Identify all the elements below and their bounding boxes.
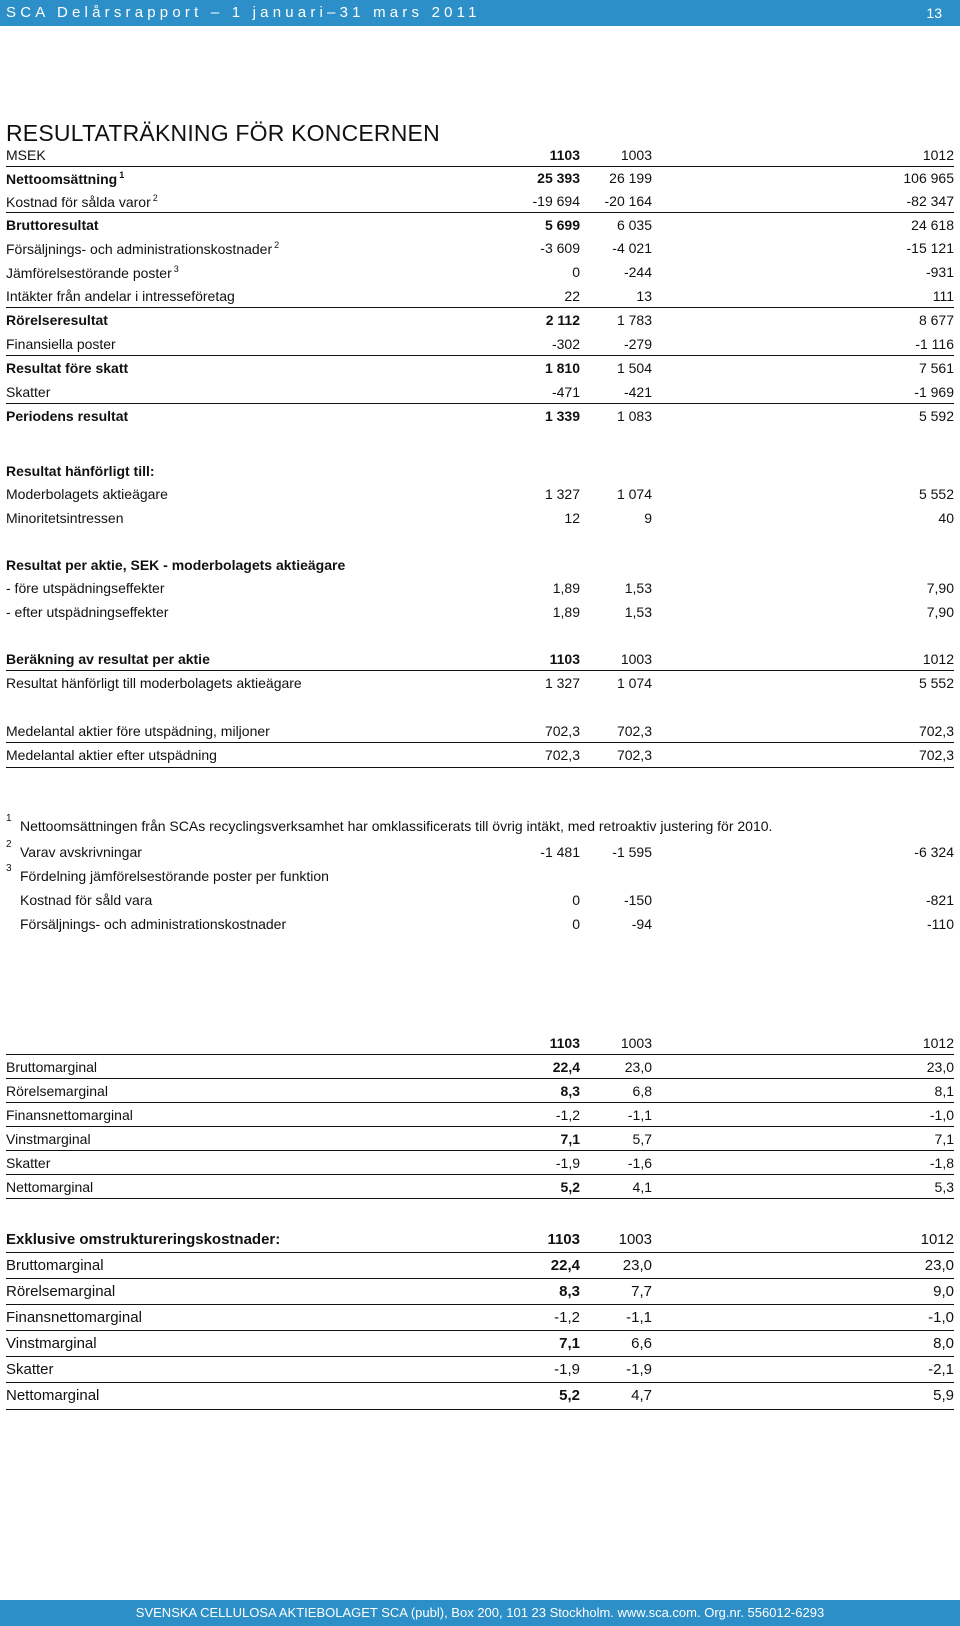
col-1012: 1012: [922, 147, 954, 163]
value-1012: 8 677: [918, 312, 954, 328]
row-label: Skatter: [6, 1361, 54, 1378]
value-1003: -4 021: [612, 240, 652, 256]
value-1103: 702,3: [544, 747, 580, 763]
footnote-ref: 3: [173, 264, 179, 274]
value-1103: 5,2: [560, 1179, 580, 1195]
footnote-2: [6, 841, 954, 864]
divider: [6, 1078, 954, 1079]
value-1012: -1,0: [928, 1309, 954, 1326]
divider: [6, 1304, 954, 1305]
page-header: [0, 0, 960, 26]
row-label: Intäkter från andelar i intresseföretag: [6, 288, 235, 304]
table-row: [6, 309, 954, 332]
value-1012: 8,0: [933, 1335, 954, 1352]
value-1003: 1 074: [616, 675, 652, 691]
table-header-row: [6, 144, 954, 167]
value-1103: -1,2: [554, 1309, 580, 1326]
divider: [6, 355, 954, 356]
value-1003: 1 504: [616, 360, 652, 376]
row-label: Försäljnings- och administrationskostnader: [6, 241, 273, 257]
divider: [6, 1198, 954, 1199]
row-label: Nettomarginal: [6, 1179, 94, 1195]
value-1103: 8,3: [560, 1083, 580, 1099]
value-1012: -15 121: [906, 240, 954, 256]
row-label: Rörelsemarginal: [6, 1083, 108, 1099]
value-1012: 23,0: [926, 1059, 954, 1075]
table-row: [6, 1152, 954, 1175]
attributable-heading: Resultat hänförligt till:: [6, 463, 155, 479]
table-header-row: [6, 1032, 954, 1055]
table-row: [6, 381, 954, 404]
row-label: Moderbolagets aktieägare: [6, 486, 168, 502]
table-header-row: [6, 648, 954, 671]
divider: [6, 1150, 954, 1151]
divider: [6, 1054, 954, 1055]
col-1103: 1103: [547, 1231, 580, 1248]
row-label: Periodens resultat: [6, 408, 129, 424]
divider: [6, 767, 954, 768]
col-1103: 1103: [549, 147, 580, 163]
value-1003: 702,3: [616, 747, 652, 763]
footnote-number: 2: [6, 839, 12, 850]
value-1103: 22,4: [550, 1257, 580, 1274]
table-row: [6, 483, 954, 506]
row-label: Nettomarginal: [6, 1387, 100, 1404]
value-1003: 4,7: [631, 1387, 652, 1404]
section-heading: [6, 554, 954, 577]
table-row: [6, 1080, 954, 1103]
eps-heading: Resultat per aktie, SEK - moderbolagets aktieägare: [6, 557, 346, 573]
value-1103: 12: [564, 510, 580, 526]
table-row: [6, 405, 954, 428]
col-1103: 1103: [549, 1035, 580, 1051]
divider: [6, 742, 954, 743]
row-label: Kostnad för såld vara: [20, 892, 153, 908]
value-1012: 7,1: [934, 1131, 954, 1147]
table-row: [6, 744, 954, 767]
value-1003: 1,53: [624, 604, 652, 620]
header-label: Exklusive omstruktureringskostnader:: [6, 1231, 281, 1248]
divider: [6, 1174, 954, 1175]
value-1103: -471: [551, 384, 580, 400]
value-1103: -1,2: [555, 1107, 580, 1123]
value-1003: 5,7: [632, 1131, 652, 1147]
value-1003: -1,9: [626, 1361, 652, 1378]
value-1003: -94: [631, 916, 652, 932]
value-1103: 7,1: [560, 1131, 580, 1147]
divider: [6, 1330, 954, 1331]
value-1003: 6 035: [616, 217, 652, 233]
value-1103: 1,89: [552, 604, 580, 620]
footnote-number: 1: [6, 813, 12, 824]
divider: [6, 670, 954, 671]
value-1003: -244: [623, 264, 652, 280]
col-1012: 1012: [922, 1035, 954, 1051]
col-1012: 1012: [922, 651, 954, 667]
divider: [6, 403, 954, 404]
table-row: [6, 261, 954, 284]
table-row: [6, 190, 954, 213]
value-1103: 702,3: [544, 723, 580, 739]
value-1003: -1 595: [612, 844, 652, 860]
row-label: Finansiella poster: [6, 336, 116, 352]
table-row: [6, 913, 954, 936]
table-row: [6, 237, 954, 260]
value-1012: 7 561: [918, 360, 954, 376]
value-1012: 8,1: [934, 1083, 954, 1099]
value-1103: 2 112: [545, 312, 580, 328]
value-1012: 702,3: [918, 723, 954, 739]
value-1003: 6,6: [631, 1335, 652, 1352]
value-1103: 0: [572, 264, 580, 280]
row-label: Bruttomarginal: [6, 1059, 98, 1075]
value-1003: 23,0: [622, 1257, 652, 1274]
value-1012: 7,90: [926, 580, 954, 596]
value-1103: 22,4: [552, 1059, 580, 1075]
value-1003: 7,7: [631, 1283, 652, 1300]
footnote-ref: 1: [119, 170, 125, 180]
table-row: [6, 357, 954, 380]
value-1012: -6 324: [914, 844, 954, 860]
col-1003: 1003: [618, 1231, 652, 1248]
value-1012: 5 552: [918, 675, 954, 691]
table-row: [6, 214, 954, 237]
row-label: Skatter: [6, 384, 51, 400]
page-number: 13: [926, 5, 942, 21]
row-label: Medelantal aktier före utspädning, miljoner: [6, 723, 270, 739]
value-1103: -302: [551, 336, 580, 352]
divider: [6, 1126, 954, 1127]
page-footer: [0, 1600, 960, 1626]
divider: [6, 1409, 954, 1410]
value-1012: -110: [927, 916, 954, 932]
row-label: Jämförelsestörande poster: [6, 265, 172, 281]
value-1012: 111: [932, 288, 954, 304]
value-1003: -1,1: [627, 1107, 652, 1123]
col-1103: 1103: [549, 651, 580, 667]
value-1103: 1 327: [544, 486, 580, 502]
row-label: - efter utspädningseffekter: [6, 604, 169, 620]
footnote-text: Nettoomsättningen från SCAs recyclingsverksamhet har omklassificerats till övrig intäkt, med retroaktiv justering för 2010.: [20, 818, 773, 834]
footnote-ref: 2: [274, 240, 280, 250]
col-1012: 1012: [920, 1231, 954, 1248]
value-1003: 1 783: [616, 312, 652, 328]
divider: [6, 1278, 954, 1279]
value-1012: 5 592: [918, 408, 954, 424]
footer-text: SVENSKA CELLULOSA AKTIEBOLAGET SCA (publ), Box 200, 101 23 Stockholm. www.sca.com. Org.nr. 556012-6293: [135, 1605, 825, 1620]
divider: [6, 1252, 954, 1253]
row-label: Nettoomsättning: [6, 171, 118, 187]
table-row: [6, 1056, 954, 1079]
value-1003: 702,3: [616, 723, 652, 739]
table-row: [6, 601, 954, 624]
table-row: [6, 1358, 954, 1381]
divider: [6, 1356, 954, 1357]
row-label: Rörelsemarginal: [6, 1283, 116, 1300]
value-1012: -82 347: [906, 193, 954, 209]
value-1103: -1,9: [555, 1155, 580, 1171]
value-1003: -1,6: [627, 1155, 652, 1171]
value-1003: 13: [636, 288, 652, 304]
row-label: Resultat hänförligt till moderbolagets aktieägare: [6, 675, 302, 691]
value-1003: -279: [623, 336, 652, 352]
col-1003: 1003: [620, 651, 652, 667]
table-row: [6, 889, 954, 912]
row-label: Försäljnings- och administrationskostnader: [20, 916, 287, 932]
col-1003: 1003: [620, 147, 652, 163]
value-1012: -821: [925, 892, 954, 908]
table-row: [6, 577, 954, 600]
value-1012: 9,0: [933, 1283, 954, 1300]
value-1012: -1 969: [914, 384, 954, 400]
value-1003: 1,53: [624, 580, 652, 596]
value-1103: -3 609: [540, 240, 580, 256]
table-row: [6, 333, 954, 356]
value-1003: 6,8: [632, 1083, 652, 1099]
value-1103: 1 327: [544, 675, 580, 691]
footnote-ref: 2: [152, 193, 158, 203]
row-label: Vinstmarginal: [6, 1335, 97, 1352]
value-1103: 1,89: [552, 580, 580, 596]
row-label: Skatter: [6, 1155, 51, 1171]
row-label: Bruttomarginal: [6, 1257, 104, 1274]
value-1003: -20 164: [604, 193, 652, 209]
value-1003: -150: [623, 892, 652, 908]
value-1103: 0: [572, 916, 580, 932]
divider: [6, 307, 954, 308]
value-1103: 22: [564, 288, 580, 304]
value-1012: 23,0: [924, 1257, 954, 1274]
divider: [6, 1382, 954, 1383]
table-row: [6, 507, 954, 530]
row-label: Bruttoresultat: [6, 217, 99, 233]
value-1012: -1,0: [929, 1107, 954, 1123]
row-label: - före utspädningseffekter: [6, 580, 165, 596]
value-1003: -421: [623, 384, 652, 400]
value-1012: 5,9: [933, 1387, 954, 1404]
header-label: Beräkning av resultat per aktie: [6, 651, 210, 667]
value-1003: -1,1: [626, 1309, 652, 1326]
row-label: Resultat före skatt: [6, 360, 129, 376]
table-row: [6, 1104, 954, 1127]
value-1012: -2,1: [928, 1361, 954, 1378]
table-row: [6, 1254, 954, 1277]
value-1012: -1 116: [915, 336, 954, 352]
value-1103: 7,1: [559, 1335, 580, 1352]
row-label: Finansnettomarginal: [6, 1309, 142, 1326]
value-1012: 106 965: [903, 170, 954, 186]
table-row: [6, 672, 954, 695]
value-1012: 24 618: [911, 217, 954, 233]
row-label: Medelantal aktier efter utspädning: [6, 747, 217, 763]
value-1003: 26 199: [609, 170, 652, 186]
table-row: [6, 1128, 954, 1151]
row-label: Vinstmarginal: [6, 1131, 91, 1147]
divider: [6, 1102, 954, 1103]
footnote-1: [6, 815, 954, 838]
value-1012: 5,3: [934, 1179, 954, 1195]
table-row: [6, 1384, 954, 1407]
row-label: Minoritetsintressen: [6, 510, 124, 526]
table-row: [6, 1176, 954, 1199]
value-1003: 1 074: [616, 486, 652, 502]
report-title: SCA Delårsrapport – 1 januari–31 mars 2011: [6, 4, 481, 21]
value-1012: -931: [925, 264, 954, 280]
divider: [6, 212, 954, 213]
header-label: MSEK: [6, 147, 46, 163]
value-1103: -1,9: [554, 1361, 580, 1378]
table-row: [6, 167, 954, 190]
value-1003: 4,1: [632, 1179, 652, 1195]
row-label: Varav avskrivningar: [20, 844, 142, 860]
value-1012: 5 552: [918, 486, 954, 502]
col-1003: 1003: [620, 1035, 652, 1051]
value-1103: 5,2: [559, 1387, 580, 1404]
row-label: Kostnad för sålda varor: [6, 194, 151, 210]
table-row: [6, 1280, 954, 1303]
section-heading: [6, 460, 954, 483]
value-1103: -1 481: [540, 844, 580, 860]
table-row: [6, 1306, 954, 1329]
value-1103: 1 810: [544, 360, 580, 376]
value-1103: 8,3: [559, 1283, 580, 1300]
row-label: Rörelseresultat: [6, 312, 108, 328]
value-1103: 5 699: [544, 217, 580, 233]
value-1103: 25 393: [537, 170, 580, 186]
value-1003: 9: [644, 510, 652, 526]
value-1103: 1 339: [544, 408, 580, 424]
table-row: [6, 1332, 954, 1355]
value-1012: -1,8: [929, 1155, 954, 1171]
table-row: [6, 720, 954, 743]
footnote-3: [6, 865, 954, 888]
value-1012: 7,90: [926, 604, 954, 620]
footnote-number: 3: [6, 863, 12, 874]
value-1012: 702,3: [918, 747, 954, 763]
row-label: Fördelning jämförelsestörande poster per funktion: [20, 868, 329, 884]
value-1103: -19 694: [532, 193, 580, 209]
value-1003: 23,0: [624, 1059, 652, 1075]
row-label: Finansnettomarginal: [6, 1107, 133, 1123]
value-1103: 0: [572, 892, 580, 908]
value-1012: 40: [938, 510, 954, 526]
table-row: [6, 285, 954, 308]
page-title: RESULTATRÄKNING FÖR KONCERNEN: [6, 120, 440, 146]
table-header-row: [6, 1228, 954, 1251]
value-1003: 1 083: [616, 408, 652, 424]
